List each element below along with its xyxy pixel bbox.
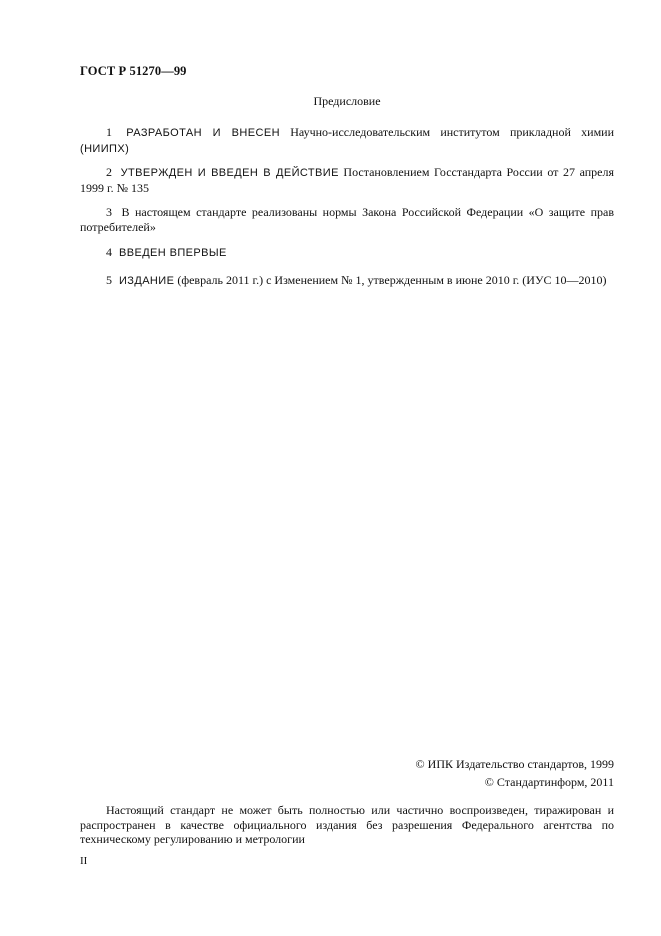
item-caps-tail: (НИИПХ) [80,142,130,155]
item-number: 4 [106,245,112,259]
copyright-line-1: © ИПК Издательство стандартов, 1999 [415,757,614,771]
preface-item-4 [80,245,614,261]
item-caps-heading: ИЗДАНИЕ [119,275,175,287]
item-text: (февраль 2011 г.) с Изменением № 1, утвержденным в июне 2010 г. (ИУС 10—2010) [177,273,607,287]
item-text: В настоящем стандарте реализованы нормы Закона Российской Федерации «О защите прав потребителей» [80,205,615,234]
preface-item-1 [80,125,614,156]
item-number: 3 [106,205,112,219]
preface-item-3 [80,205,614,234]
item-text: Постановлением Госстандарта России от 27 апреля 1999 г. № 135 [80,165,614,195]
item-number: 2 [106,165,112,179]
standard-code-header: ГОСТ Р 51270—99 [80,64,187,78]
item-text: Научно-исследовательским институтом прикладной химии [290,125,615,139]
item-caps-heading: РАЗРАБОТАН И ВНЕСЕН [126,127,280,139]
item-number: 1 [106,125,112,139]
item-caps-heading: УТВЕРЖДЕН И ВВЕДЕН В ДЕЙСТВИЕ [120,167,339,179]
preface-item-2 [80,165,614,195]
reproduction-notice: Настоящий стандарт не может быть полностью или частично воспроизведен, тиражирован и распространен в качестве официального издания без разрешения Федерального агентства по техническому регулированию и метрологии [80,803,614,846]
item-number: 5 [106,273,112,287]
preface-title: Предисловие [313,94,381,108]
copyright-line-2: © Стандартинформ, 2011 [484,775,614,789]
preface-item-5 [80,273,614,289]
item-caps-heading: ВВЕДЕН ВПЕРВЫЕ [119,247,227,259]
page-number: II [80,855,88,867]
